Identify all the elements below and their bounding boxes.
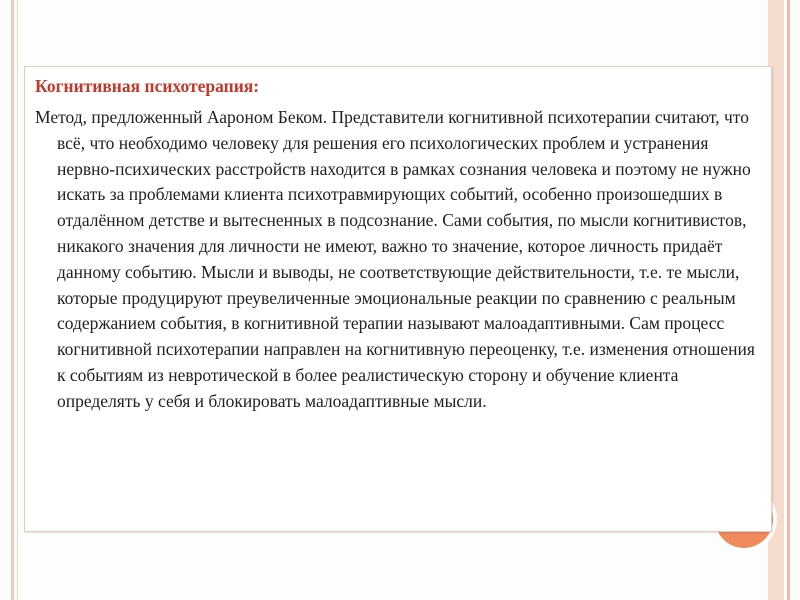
slide-heading: Когнитивная психотерапия: [35, 76, 260, 96]
right-decorative-line [787, 0, 790, 600]
left-frame-inner-line [17, 0, 18, 600]
content-panel [24, 66, 772, 532]
slide-body-text: Метод, предложенный Аароном Беком. Представители когнитивной психотерапии считают, что всё, что необходимо человеку для решения его психологических проблем и устранения нервно-психических расстройств находится в рамках сознания человека и поэтому не нужно искать за проблемами клиента психотравмирующих событий, особенно произошедших в отдалённом детстве и вытесненных в подсознание. Сами события, по мысли когнитивистов, никакого значения для личности не имеют, важно то значение, которое личность придаёт данному событию. Мысли и выводы, не соответствующие действительности, т.е. те мысли, которые продуцируют преувеличенные эмоциональные реакции по сравнению с реальным содержанием события, в когнитивной терапии называют малоадаптивными. Сам процесс когнитивной психотерапии направлен на когнитивную переоценку, т.е. изменения отношения к событиям из невротической в более реалистическую сторону и обучение клиента определять у себя и блокировать малоадаптивные мысли. [35, 107, 755, 411]
left-frame-line [11, 0, 14, 600]
